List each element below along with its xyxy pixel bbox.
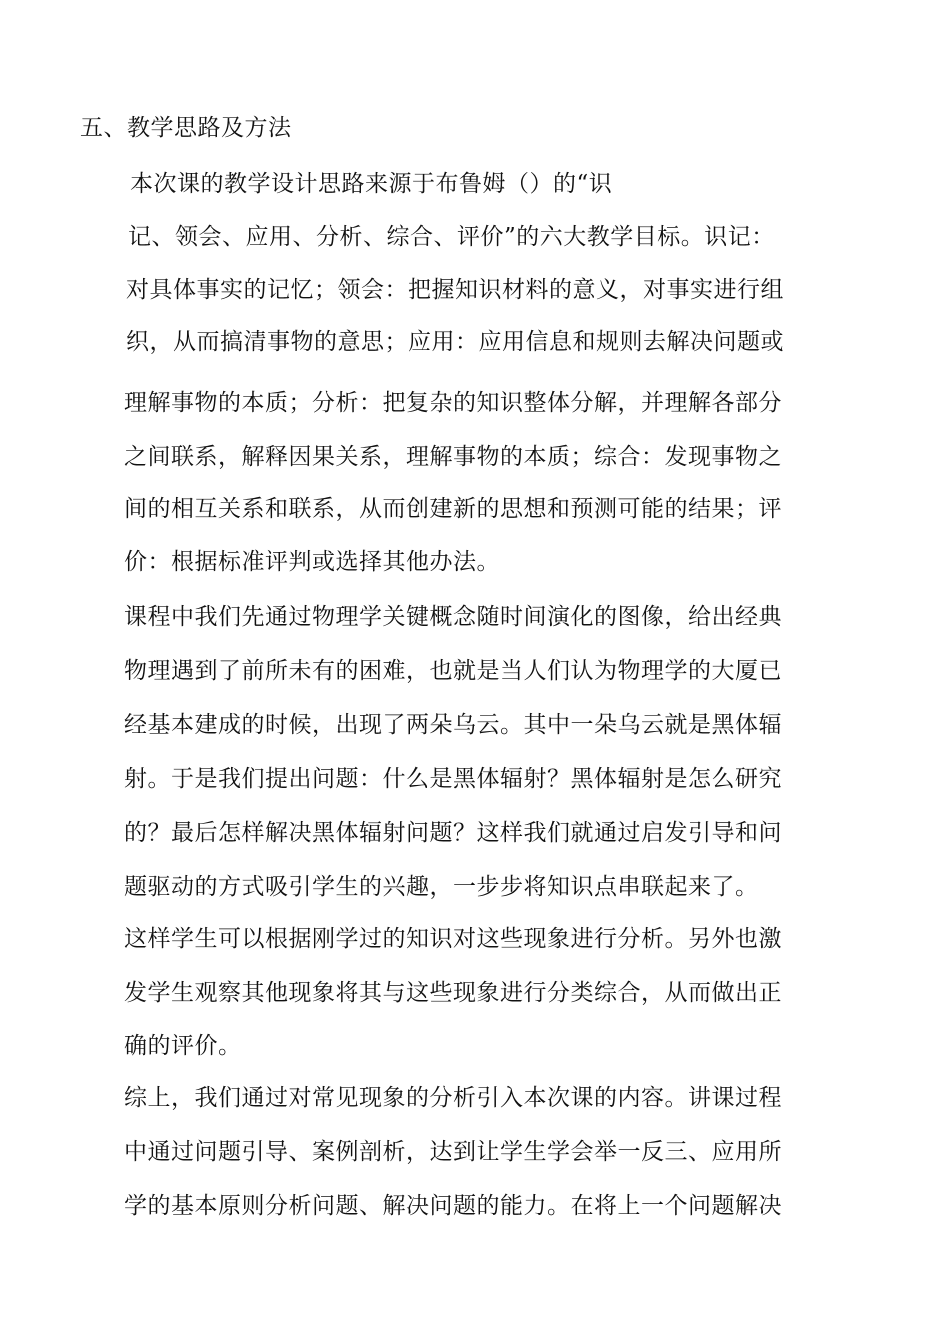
paragraph-2-line-1: 课程中我们先通过物理学关键概念随时间演化的图像，给出经典 xyxy=(124,604,782,630)
paragraph-1-line-7: 间的相互关系和联系，从而创建新的思想和预测可能的结果；评 xyxy=(124,496,782,522)
paragraph-2-line-6: 题驱动的方式吸引学生的兴趣，一步步将知识点串联起来了。 xyxy=(124,874,759,900)
paragraph-1-line-3: 对具体事实的记忆；领会：把握知识材料的意义，对事实进行组 xyxy=(126,277,784,303)
paragraph-2-line-3: 经基本建成的时候，出现了两朵乌云。其中一朵乌云就是黑体辐 xyxy=(124,712,782,738)
paragraph-1-line-6: 之间联系，解释因果关系，理解事物的本质；综合：发现事物之 xyxy=(124,444,782,470)
paragraph-1-line-1: 本次课的教学设计思路来源于布鲁姆（）的“识 xyxy=(130,171,613,197)
paragraph-2-line-2: 物理遇到了前所未有的困难，也就是当人们认为物理学的大厦已 xyxy=(124,658,782,684)
paragraph-4-line-1: 综上，我们通过对常见现象的分析引入本次课的内容。讲课过程 xyxy=(124,1085,782,1111)
paragraph-3-line-1: 这样学生可以根据刚学过的知识对这些现象进行分析。另外也激 xyxy=(124,926,782,952)
paragraph-4-line-3: 学的基本原则分析问题、解决问题的能力。在将上一个问题解决 xyxy=(124,1193,782,1219)
paragraph-1-line-5: 理解事物的本质；分析：把复杂的知识整体分解，并理解各部分 xyxy=(124,390,782,416)
paragraph-3-line-3: 确的评价。 xyxy=(124,1033,242,1059)
paragraph-4-line-2: 中通过问题引导、案例剖析，达到让学生学会举一反三、应用所 xyxy=(124,1139,782,1165)
paragraph-2-line-4: 射。于是我们提出问题：什么是黑体辐射？黑体辐射是怎么研究 xyxy=(124,766,782,792)
paragraph-2-line-5: 的？最后怎样解决黑体辐射问题？这样我们就通过启发引导和问 xyxy=(124,820,782,846)
paragraph-1-line-8: 价：根据标准评判或选择其他办法。 xyxy=(124,549,500,575)
paragraph-3-line-2: 发学生观察其他现象将其与这些现象进行分类综合，从而做出正 xyxy=(124,980,782,1006)
paragraph-1-line-2: 记、领会、应用、分析、综合、评价”的六大教学目标。识记： xyxy=(128,224,775,250)
paragraph-1-line-4: 织，从而搞清事物的意思；应用：应用信息和规则去解决问题或 xyxy=(126,329,784,355)
section-heading: 五、教学思路及方法 xyxy=(80,115,292,141)
